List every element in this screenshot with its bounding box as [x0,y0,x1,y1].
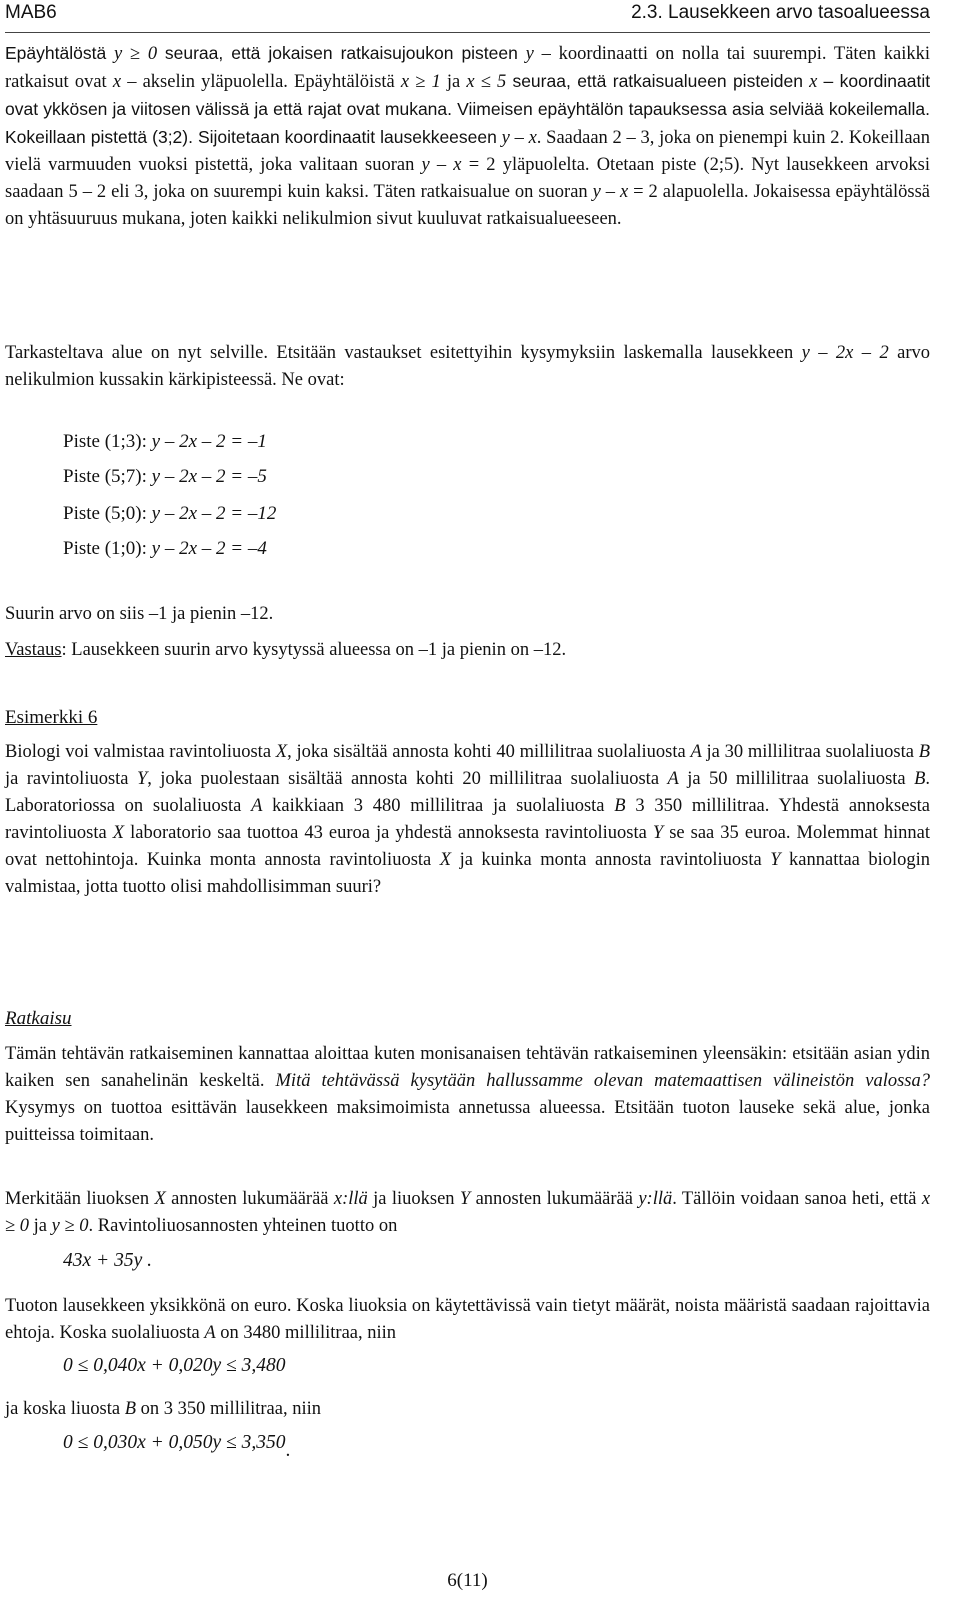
point-value: y – 2x – 2 = –1 [151,431,267,452]
text-run: – koordinaatti on nolla tai suurempi. Täten kaikki ratkaisut ovat [5,44,931,92]
point-row [63,425,267,459]
text-run: ja koska liuosta [5,1399,121,1419]
formula-text: 0 ≤ 0,030x + 0,050y ≤ 3,350 [63,1432,286,1453]
text-run: arvo nelikulmion kussakin kärkipisteessä. Ne ovat: [5,343,931,390]
text-run: kaikkiaan 3 480 millilitraa ja suolaliuosta [272,796,605,816]
text-run: Biologi voi valmistaa ravintoliuosta [5,742,272,762]
inequality: x ≥ 0 [5,1189,931,1236]
text-run: ja [446,72,461,92]
text-run: ja 50 millilitraa suolaliuosta [687,769,906,789]
text-run: = 2 yläpuolelta. Otetaan piste (2;5). Nyt lausekkeen arvoksi saadaan 5 – 2 eli 3, joka on suurempi kuin kaksi. Täten ratkaisualue on suoran [5,155,930,202]
intro-paragraph-2 [5,340,930,394]
text-run: 3 350 millilitraa. Yhdestä annoksesta ravintoliuosta [5,796,930,843]
text-run: Tämän tehtävän ratkaiseminen kannattaa aloittaa kuten monisanaisen tehtävän ratkaiseminen yleensäkin: etsitään asian ydin kaiken sen sanahelinän keskeltä. [5,1044,930,1091]
variable: A [251,796,263,816]
variable: X [275,742,288,762]
expression: y – x [501,128,537,148]
variable: B [614,796,626,816]
text-run: = 2 alapuolella. Jokaisessa epäyhtälössä on yhtäsuuruus mukana, joten kaikki nelikulmion sivut kuuluvat ratkaisualueeseen. [5,182,931,229]
expression: y – 2x – 2 [801,343,889,363]
variable: X [439,850,452,870]
variable: Y [770,850,781,870]
text-run: se saa 35 euroa. Molemmat hinnat ovat nettohintoja. Kuinka monta annosta ravintoliuosta [5,823,930,870]
expression: y – x [421,155,462,175]
variable: B [918,742,931,762]
intro-paragraph [5,40,930,233]
point-value: y – 2x – 2 = –12 [151,503,277,524]
text-run: on 3480 millilitraa, niin [220,1323,397,1343]
point-label: Piste (5;0): [63,503,147,524]
inequality-a [63,1355,286,1377]
example-heading: Esimerkki 6 [5,707,98,728]
text-run: . Ravintoliuosannosten yhteinen tuotto on [88,1216,398,1236]
text-run: laboratorio saa tuottoa 43 euroa ja yhdestä annoksesta ravintoliuosta [130,823,647,843]
text-run: annosten lukumäärää [475,1189,633,1209]
variable: Y [136,769,148,789]
point-row [63,497,276,531]
text-run-italic: Mitä tehtävässä kysytään hallussamme olevan matemaattisen välineistön valossa? [275,1071,930,1091]
text-run: Kysymys on tuottoa esittävän lausekkeen maksimoimista annetussa alueessa. Etsitään tuoton lauseke sekä alue, jonka puitteissa toimitaan. [5,1098,930,1145]
point-label: Piste (5;7): [63,466,147,487]
inequality: y ≥ 0 [51,1216,89,1236]
answer-line [5,637,930,664]
text-run: ja ravintoliuosta [5,769,129,789]
variable: x [809,72,818,92]
text-run: ja 30 millilitraa suolaliuosta [706,742,914,762]
text-run: seuraa, että jokaisen ratkaisujoukon pisteen [164,43,518,63]
text-run: seuraa, että ratkaisualueen pisteiden [512,71,803,91]
summary-line: Suurin arvo on siis –1 ja pienin –12. [5,604,274,624]
text-run: Tarkasteltava alue on nyt selville. Etsitään vastaukset esitettyihin kysymyksiin laskemalla lausekkeen [5,343,794,363]
variable: X [154,1189,166,1209]
point-value: y – 2x – 2 = –5 [151,466,267,487]
answer-text: : Lausekkeen suurin arvo kysytyssä alueessa on –1 ja pienin on –12. [61,640,567,660]
text-run: ja liuoksen [373,1189,455,1209]
variable: A [204,1323,216,1343]
inequality: y ≥ 0 [113,44,158,64]
variable: A [667,769,679,789]
solution-paragraph-4 [5,1396,930,1423]
solution-heading: Ratkaisu [5,1008,72,1029]
example-paragraph [5,739,930,901]
text-run: – akselin yläpuolella. Epäyhtälöistä [127,72,395,92]
text-run: , joka sisältää annosta kohti 40 millilitraa suolaliuosta [287,742,686,762]
text-run: Epäyhtälöstä [5,43,107,63]
text-run: on 3 350 millilitraa, niin [140,1399,322,1419]
point-label: Piste (1;3): [63,431,147,452]
solution-paragraph-1 [5,1041,930,1149]
variable: Y [652,823,664,843]
inequality: x ≤ 5 [466,72,507,92]
formula-text: 0 ≤ 0,040x + 0,020y ≤ 3,480 [63,1355,286,1376]
variable: y:llä [638,1189,673,1209]
point-label: Piste (1;0): [63,538,147,559]
formula-period: . [285,1440,291,1461]
variable: x [112,72,122,92]
expression: y – x [592,182,629,202]
text-run: Merkitään liuoksen [5,1189,150,1209]
section-title: 2.3. Lausekkeen arvo tasoalueessa [631,2,930,23]
variable: B [914,769,926,789]
profit-expression [63,1250,152,1272]
variable: y [525,44,534,64]
inequality-b [63,1432,291,1461]
variable: Y [459,1189,471,1209]
page-number: 6(11) [447,1570,488,1591]
variable: X [112,823,125,843]
point-value: y – 2x – 2 = –4 [151,538,267,559]
text-run: – koordinaatit ovat ykkösen ja viitosen välissä ja että rajat ovat mukana. Viimeisen epäyhtälön tapauksessa asia selviää kokeilemalla. Kokeillaan pistettä (3;2). Sijoitetaan koordinaatit lausekkeeseen [5,71,931,147]
variable: x:llä [333,1189,368,1209]
point-row [63,532,267,566]
text-run: ja kuinka monta annosta ravintoliuosta [459,850,762,870]
text-run: . Saadaan 2 – 3, joka on pienempi kuin 2. Kokeillaan vielä varmuuden vuoksi pistettä, joka valitaan suoran [5,128,930,175]
variable: B [124,1399,137,1419]
solution-paragraph-3 [5,1293,930,1347]
formula-text: 43x + 35y . [63,1250,152,1271]
text-run: , joka puolestaan sisältää annosta kohti 20 millilitraa suolaliuosta [147,769,660,789]
point-row [63,460,267,494]
text-run: Tuoton lausekkeen yksikkönä on euro. Koska liuoksia on käytettävissä vain tietyt määrät, noista määristä saadaan rajoittavia ehtoja. Koska suolaliuosta [5,1296,930,1343]
solution-paragraph-2 [5,1186,930,1240]
text-run: ja [33,1216,48,1236]
inequality: x ≥ 1 [400,72,441,92]
course-code: MAB6 [5,2,57,23]
text-run: kannattaa biologin valmistaa, jotta tuotto olisi mahdollisimman suuri? [5,850,931,897]
text-run: annosten lukumäärää [171,1189,329,1209]
answer-label: Vastaus [5,640,62,660]
variable: A [690,742,702,762]
page-header [5,2,930,33]
text-run: . Laboratoriossa on suolaliuosta [5,769,930,816]
text-run: . Tällöin voidaan sanoa heti, että [672,1189,917,1209]
